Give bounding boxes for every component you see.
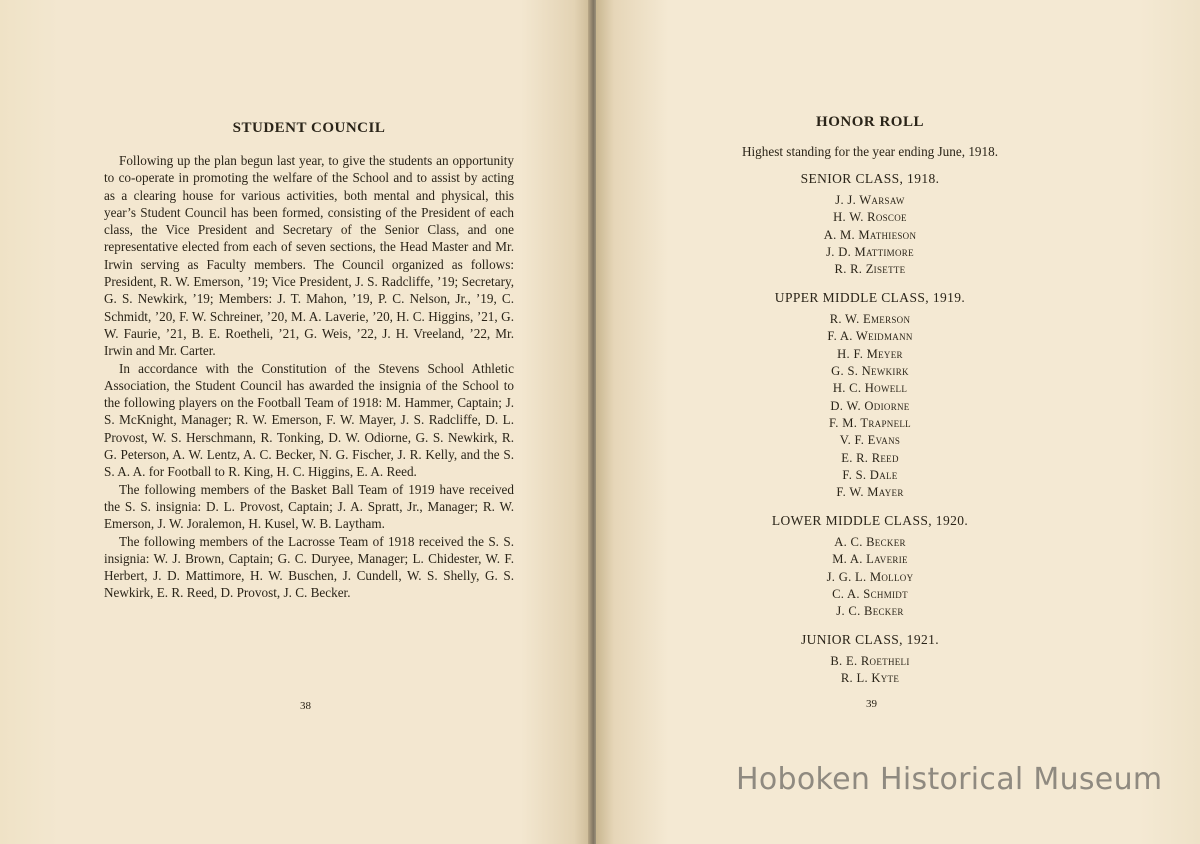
honor-name: F. W. Mayer bbox=[836, 485, 904, 500]
class-title: SENIOR CLASS, 1918. bbox=[800, 171, 940, 186]
honor-name: J. C. Becker bbox=[836, 604, 904, 619]
page-number-left: 38 bbox=[300, 700, 311, 712]
honor-name: B. E. Roetheli bbox=[830, 654, 910, 668]
honor-roll-subtitle: Highest standing for the year ending June, 1918. bbox=[741, 144, 998, 159]
honor-name: J. D. Mattimore bbox=[826, 245, 914, 260]
paragraph-lacrosse: The following members of the Lacrosse Team of 1918 received the S. S. insignia: W. J. Brown, Captain; G. C. Duryee, Manager; L. Chidester, W. F. Herbert, J. D. Mattimore, H. W. Buschen, J. Cundell, W. S. Shelly, G. S. Newkirk, E. R. Reed, D. Provost, J. C. Becker. bbox=[104, 533, 514, 601]
honor-name: F. A. Weidmann bbox=[827, 329, 913, 344]
honor-name: H. C. Howell bbox=[832, 381, 908, 396]
student-council-body bbox=[104, 152, 514, 602]
paragraph-basketball: The following members of the Basket Ball Team of 1919 have received the S. S. insignia: D. L. Provost, Captain; J. A. Spratt, Jr., Manager; R. W. Emerson, J. W. Joralemon, H. Kusel, W. B. Laytham. bbox=[104, 481, 514, 532]
class-section-upper-middle bbox=[670, 289, 1070, 502]
honor-name: A. M. Mathieson bbox=[823, 227, 917, 242]
class-section-lower-middle bbox=[670, 512, 1070, 621]
honor-name: H. F. Meyer bbox=[837, 346, 903, 361]
honor-name: F. S. Dale bbox=[842, 468, 898, 483]
honor-name: J. J. Warsaw bbox=[835, 193, 905, 207]
class-title: JUNIOR CLASS, 1921. bbox=[800, 632, 940, 647]
honor-name: M. A. Laverie bbox=[832, 552, 908, 567]
paragraph-football: In accordance with the Constitution of the Stevens School Athletic Association, the Student Council has awarded the insignia of the School to the following players on the Football Team of 1918: M. Hammer, Captain; J. S. McKnight, Manager; R. W. Emerson, F. W. Mayer, J. S. Radcliffe, D. L. Provost, W. S. Herschmann, R. Tonking, D. W. Odiorne, G. S. Newkirk, R. G. Peterson, A. W. Lentz, A. C. Becker, N. G. Fischer, J. R. Kelly, and the S. S. A. A. for Football to R. King, H. C. Higgins, E. A. Reed. bbox=[104, 360, 514, 480]
honor-name: G. S. Newkirk bbox=[831, 364, 909, 379]
honor-name: H. W. Roscoe bbox=[833, 210, 907, 225]
page-number-right: 39 bbox=[866, 698, 877, 710]
honor-name: D. W. Odiorne bbox=[830, 398, 910, 413]
honor-name: A. C. Becker bbox=[834, 535, 906, 549]
honor-name: F. M. Trapnell bbox=[829, 416, 911, 431]
honor-name: V. F. Evans bbox=[839, 433, 901, 448]
class-title: UPPER MIDDLE CLASS, 1919. bbox=[774, 290, 966, 305]
class-section-senior bbox=[670, 170, 1070, 279]
class-section-junior bbox=[670, 631, 1070, 688]
museum-watermark: Hoboken Historical Museum bbox=[736, 762, 1163, 797]
honor-name: R. R. Zisette bbox=[834, 262, 906, 277]
honor-name: J. G. L. Molloy bbox=[826, 569, 914, 584]
honor-name: R. L. Kyte bbox=[840, 671, 900, 686]
page-title-student-council: STUDENT COUNCIL bbox=[232, 120, 386, 136]
honor-name: R. W. Emerson bbox=[829, 312, 911, 326]
class-title: LOWER MIDDLE CLASS, 1920. bbox=[771, 513, 969, 528]
paragraph-council: Following up the plan begun last year, to give the students an opportunity to co-operate in promoting the welfare of the School and to assist by acting as a clearing house for various activities, both mental and physical, this year’s Student Council has been formed, consisting of the President of each class, the Vice President and Secretary of the Senior Class, and one representative elected from each of seven sections, the Head Master and Mr. Irwin serving as Faculty members. The Council organized as follows: President, R. W. Emerson, ’19; Vice President, J. S. Radcliffe, ’19; Secretary, G. S. Newkirk, ’19; Members: J. T. Mahon, ’19, P. C. Nelson, Jr., ’19, C. Schmidt, ’20, F. W. Schreiner, ’20, M. A. Laverie, ’20, H. C. Higgins, ’21, G. W. Faurie, ’21, B. E. Roetheli, ’21, G. Weis, ’22, J. H. Vreeland, ’22, Mr. Irwin and Mr. Carter. bbox=[104, 153, 514, 359]
honor-name: C. A. Schmidt bbox=[832, 587, 908, 602]
honor-name: E. R. Reed bbox=[841, 450, 899, 465]
left-page bbox=[0, 0, 592, 844]
page-title-honor-roll: HONOR ROLL bbox=[816, 114, 924, 130]
